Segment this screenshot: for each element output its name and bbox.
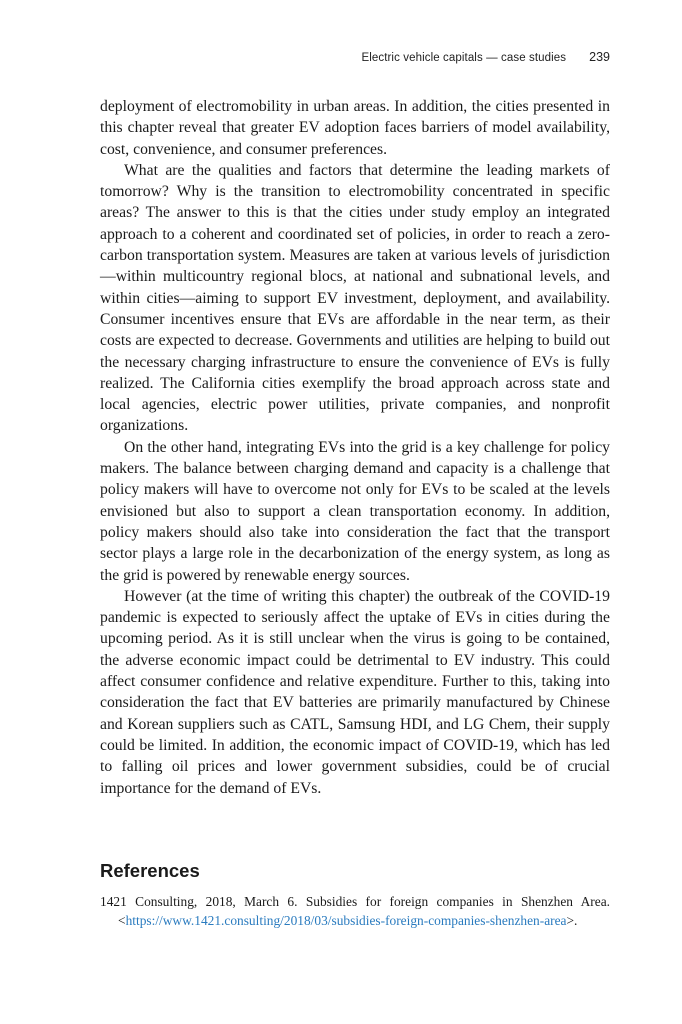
reference-list bbox=[100, 892, 610, 930]
reference-close-bracket: >. bbox=[566, 913, 578, 928]
paragraph-3: On the other hand, integrating EVs into the grid is a key challenge for policy makers. The balance between charging demand and capacity is a challenge that policy makers will have to overcome not only for EVs to be scaled at the levels envisioned but also to support a clean transportation economy. In addition, policy makers should also take into consideration the fact that the transport sector plays a large role in the decarbonization of the energy system, as long as the grid is powered by renewable energy sources. bbox=[100, 438, 610, 584]
reference-open-bracket: < bbox=[118, 913, 126, 928]
paragraph-2: What are the qualities and factors that determine the leading markets of tomorrow? Why is the transition to electromobility concentrated in specific areas? The answer to this is that the cities under study employ an integrated approach to a coherent and coordinated set of policies, in order to reach a zero-carbon transportation system. Measures are taken at various levels of jurisdiction—within multicountry regional blocs, at national and subnational levels, and within cities—aiming to support EV investment, deployment, and availability. Consumer incentives ensure that EVs are affordable in the near term, as their costs are expected to decrease. Governments and utilities are helping to build out the necessary charging infrastructure to ensure the convenience of EVs is fully realized. The California cities exemplify the broad approach across state and local agencies, electric power utilities, private companies, and nonprofit organizations. bbox=[100, 161, 610, 435]
paragraph-4: However (at the time of writing this chapter) the outbreak of the COVID-19 pandemic is expected to seriously affect the uptake of EVs in cities during the upcoming period. As it is still unclear when the virus is going to be contained, the adverse economic impact could be detrimental to EV industry. This could affect consumer confidence and relative expenditure. Further to this, taking into consideration the fact that EV batteries are primarily manufactured by Chinese and Korean suppliers such as CATL, Samsung HDI, and LG Chem, their supply could be limited. In addition, the economic impact of COVID-19, which has led to falling oil prices and lower government subsidies, could be of crucial importance for the demand of EVs. bbox=[100, 587, 610, 797]
reference-text: 1421 Consulting, 2018, March 6. Subsidies for foreign companies in Shenzhen Area. bbox=[100, 894, 610, 909]
references-heading: References bbox=[100, 860, 200, 881]
running-head bbox=[361, 50, 610, 64]
page-number: 239 bbox=[589, 50, 610, 64]
reference-entry bbox=[100, 892, 610, 930]
body-text bbox=[100, 96, 610, 799]
reference-link[interactable]: https://www.1421.consulting/2018/03/subsidies-foreign-companies-shenzhen-area bbox=[125, 913, 567, 928]
paragraph-1: deployment of electromobility in urban areas. In addition, the cities presented in this chapter reveal that greater EV adoption faces barriers of model availability, cost, convenience, and consumer preferences. bbox=[100, 98, 610, 158]
running-head-title: Electric vehicle capitals — case studies bbox=[361, 52, 567, 64]
